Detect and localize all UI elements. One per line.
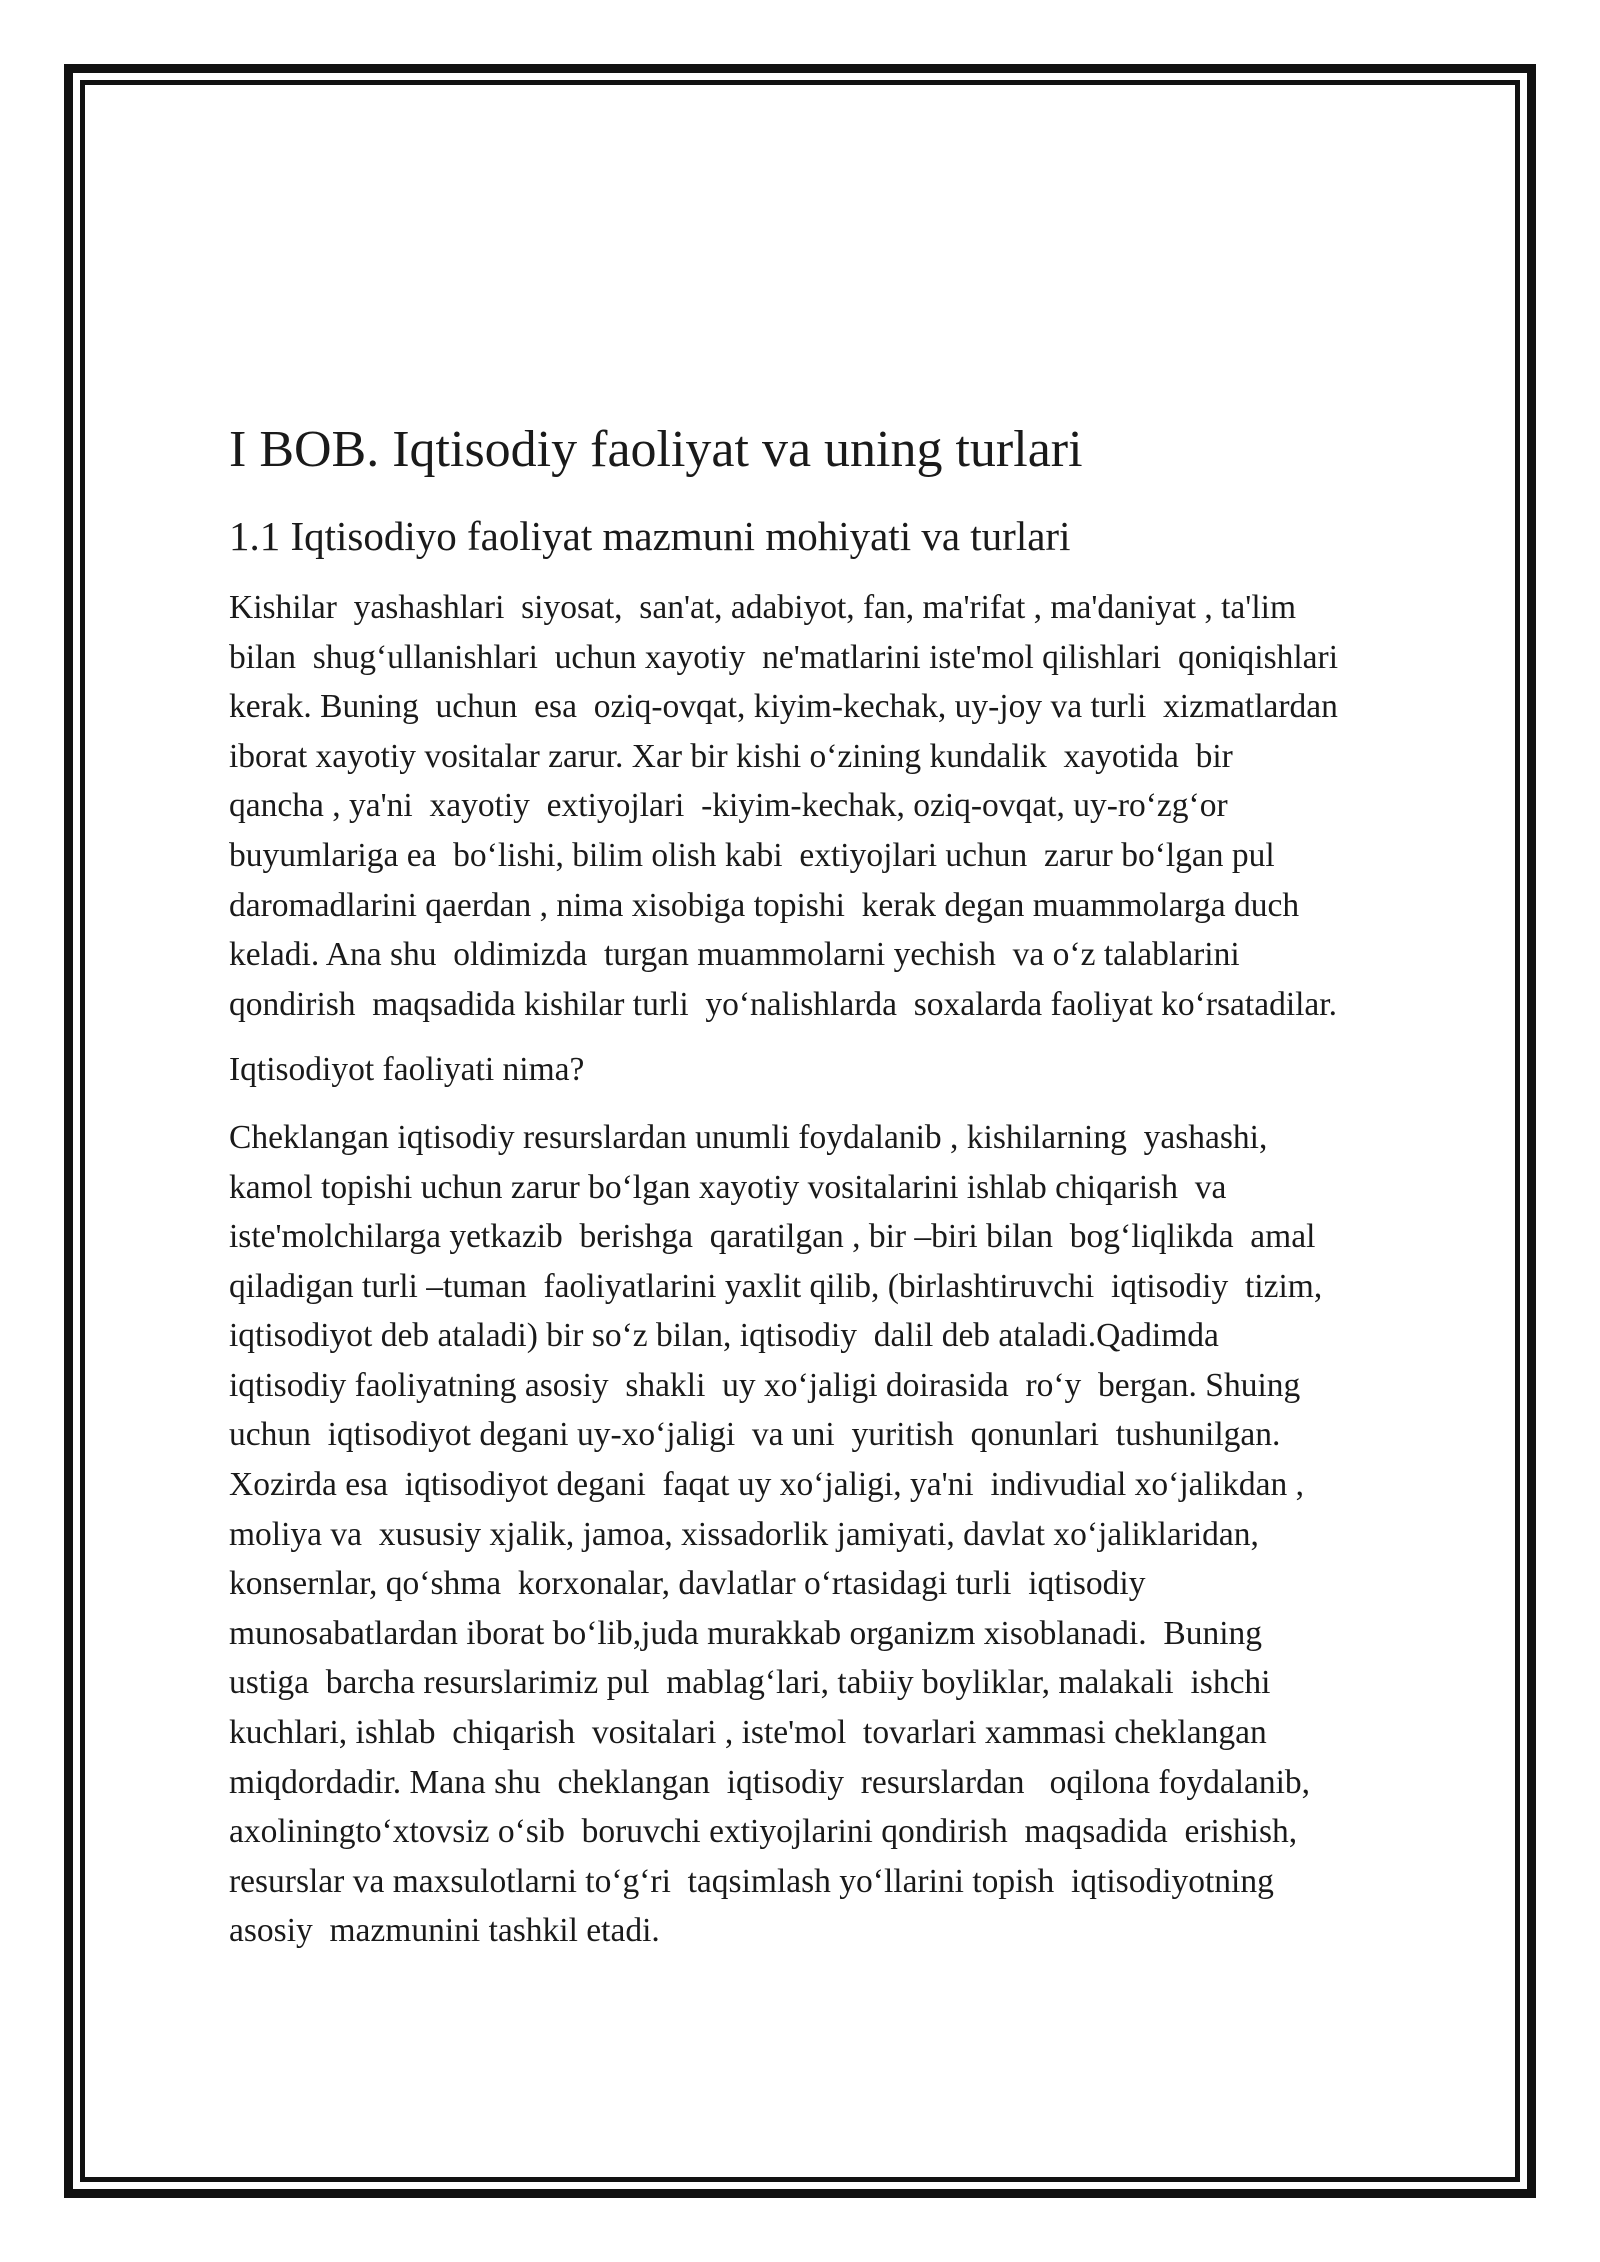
paragraph-line: Cheklangan iqtisodiy resurslardan unumli foydalanib , kishilarning yashashi,: [229, 1118, 1268, 1156]
paragraph-line: qancha , ya'ni xayotiy extiyojlari -kiyim-kechak, oziq-ovqat, uy-ro‘zg‘or: [229, 787, 1228, 825]
paragraph-line: axoliningto‘xtovsiz o‘sib boruvchi extiyojlarini qondirish maqsadida erishish,: [229, 1813, 1298, 1851]
paragraph-line: keladi. Ana shu oldimizda turgan muammolarni yechish va o‘z talablarini: [229, 936, 1240, 974]
paragraph-line: iborat xayotiy vositalar zarur. Xar bir kishi o‘zining kundalik xayotida bir: [229, 737, 1233, 775]
paragraph-line: buyumlariga ea bo‘lishi, bilim olish kabi extiyojlari uchun zarur bo‘lgan pul: [229, 836, 1275, 874]
document-content: [229, 420, 1491, 1972]
paragraph-line: Xozirda esa iqtisodiyot degani faqat uy xo‘jaligi, ya'ni indivudial xo‘jalikdan ,: [229, 1466, 1304, 1504]
paragraph-line: Kishilar yashashlari siyosat, san'at, adabiyot, fan, ma'rifat , ma'daniyat , ta'lim: [229, 588, 1297, 626]
paragraph-line: kamol topishi uchun zarur bo‘lgan xayotiy vositalarini ishlab chiqarish va: [229, 1168, 1227, 1206]
paragraph-intro: [229, 583, 1491, 1029]
paragraph-line: kuchlari, ishlab chiqarish vositalari , iste'mol tovarlari xammasi cheklangan: [229, 1714, 1267, 1752]
paragraph-line: daromadlarini qaerdan , nima xisobiga topishi kerak degan muammolarga duch: [229, 886, 1300, 924]
paragraph-line: moliya va xususiy xjalik, jamoa, xissadorlik jamiyati, davlat xo‘jaliklaridan,: [229, 1515, 1259, 1553]
paragraph-line: iqtisodiyot deb ataladi) bir so‘z bilan, iqtisodiy dalil deb ataladi.Qadimda: [229, 1317, 1219, 1355]
paragraph-line: bilan shug‘ullanishlari uchun xayotiy ne'matlarini iste'mol qilishlari qoniqishlari: [229, 638, 1339, 676]
paragraph-line: iqtisodiy faoliyatning asosiy shakli uy xo‘jaligi doirasida ro‘y bergan. Shuing: [229, 1366, 1301, 1404]
paragraph-definition: [229, 1113, 1491, 1956]
section-title: 1.1 Iqtisodiyo faoliyat mazmuni mohiyati va turlari: [229, 512, 1071, 559]
paragraph-line: resurslar va maxsulotlarni to‘g‘ri taqsimlash yo‘llarini topish iqtisodiyotning: [229, 1862, 1274, 1900]
paragraph-line: miqdordadir. Mana shu cheklangan iqtisodiy resurslardan oqilona foydalanib,: [229, 1763, 1311, 1801]
paragraph-line: asosiy mazmunini tashkil etadi.: [229, 1912, 660, 1950]
question-heading: Iqtisodiyot faoliyati nima?: [229, 1051, 585, 1089]
paragraph-line: qondirish maqsadida kishilar turli yo‘nalishlarda soxalarda faoliyat ko‘rsatadilar.: [229, 985, 1337, 1023]
paragraph-line: konsernlar, qo‘shma korxonalar, davlatlar o‘rtasidagi turli iqtisodiy: [229, 1565, 1146, 1603]
paragraph-line: munosabatlardan iborat bo‘lib,juda murakkab organizm xisoblanadi. Buning: [229, 1614, 1263, 1652]
paragraph-line: uchun iqtisodiyot degani uy-xo‘jaligi va uni yuritish qonunlari tushunilgan.: [229, 1416, 1281, 1454]
chapter-title: I BOB. Iqtisodiy faoliyat va uning turlari: [229, 421, 1083, 478]
paragraph-line: ustiga barcha resurslarimiz pul mablag‘lari, tabiiy boyliklar, malakali ishchi: [229, 1664, 1271, 1702]
paragraph-line: iste'molchilarga yetkazib berishga qaratilgan , bir –biri bilan bog‘liqlikda amal: [229, 1218, 1316, 1256]
paragraph-line: kerak. Buning uchun esa oziq-ovqat, kiyim-kechak, uy-joy va turli xizmatlardan: [229, 688, 1338, 726]
paragraph-line: qiladigan turli –tuman faoliyatlarini yaxlit qilib, (birlashtiruvchi iqtisodiy tizim,: [229, 1267, 1323, 1305]
